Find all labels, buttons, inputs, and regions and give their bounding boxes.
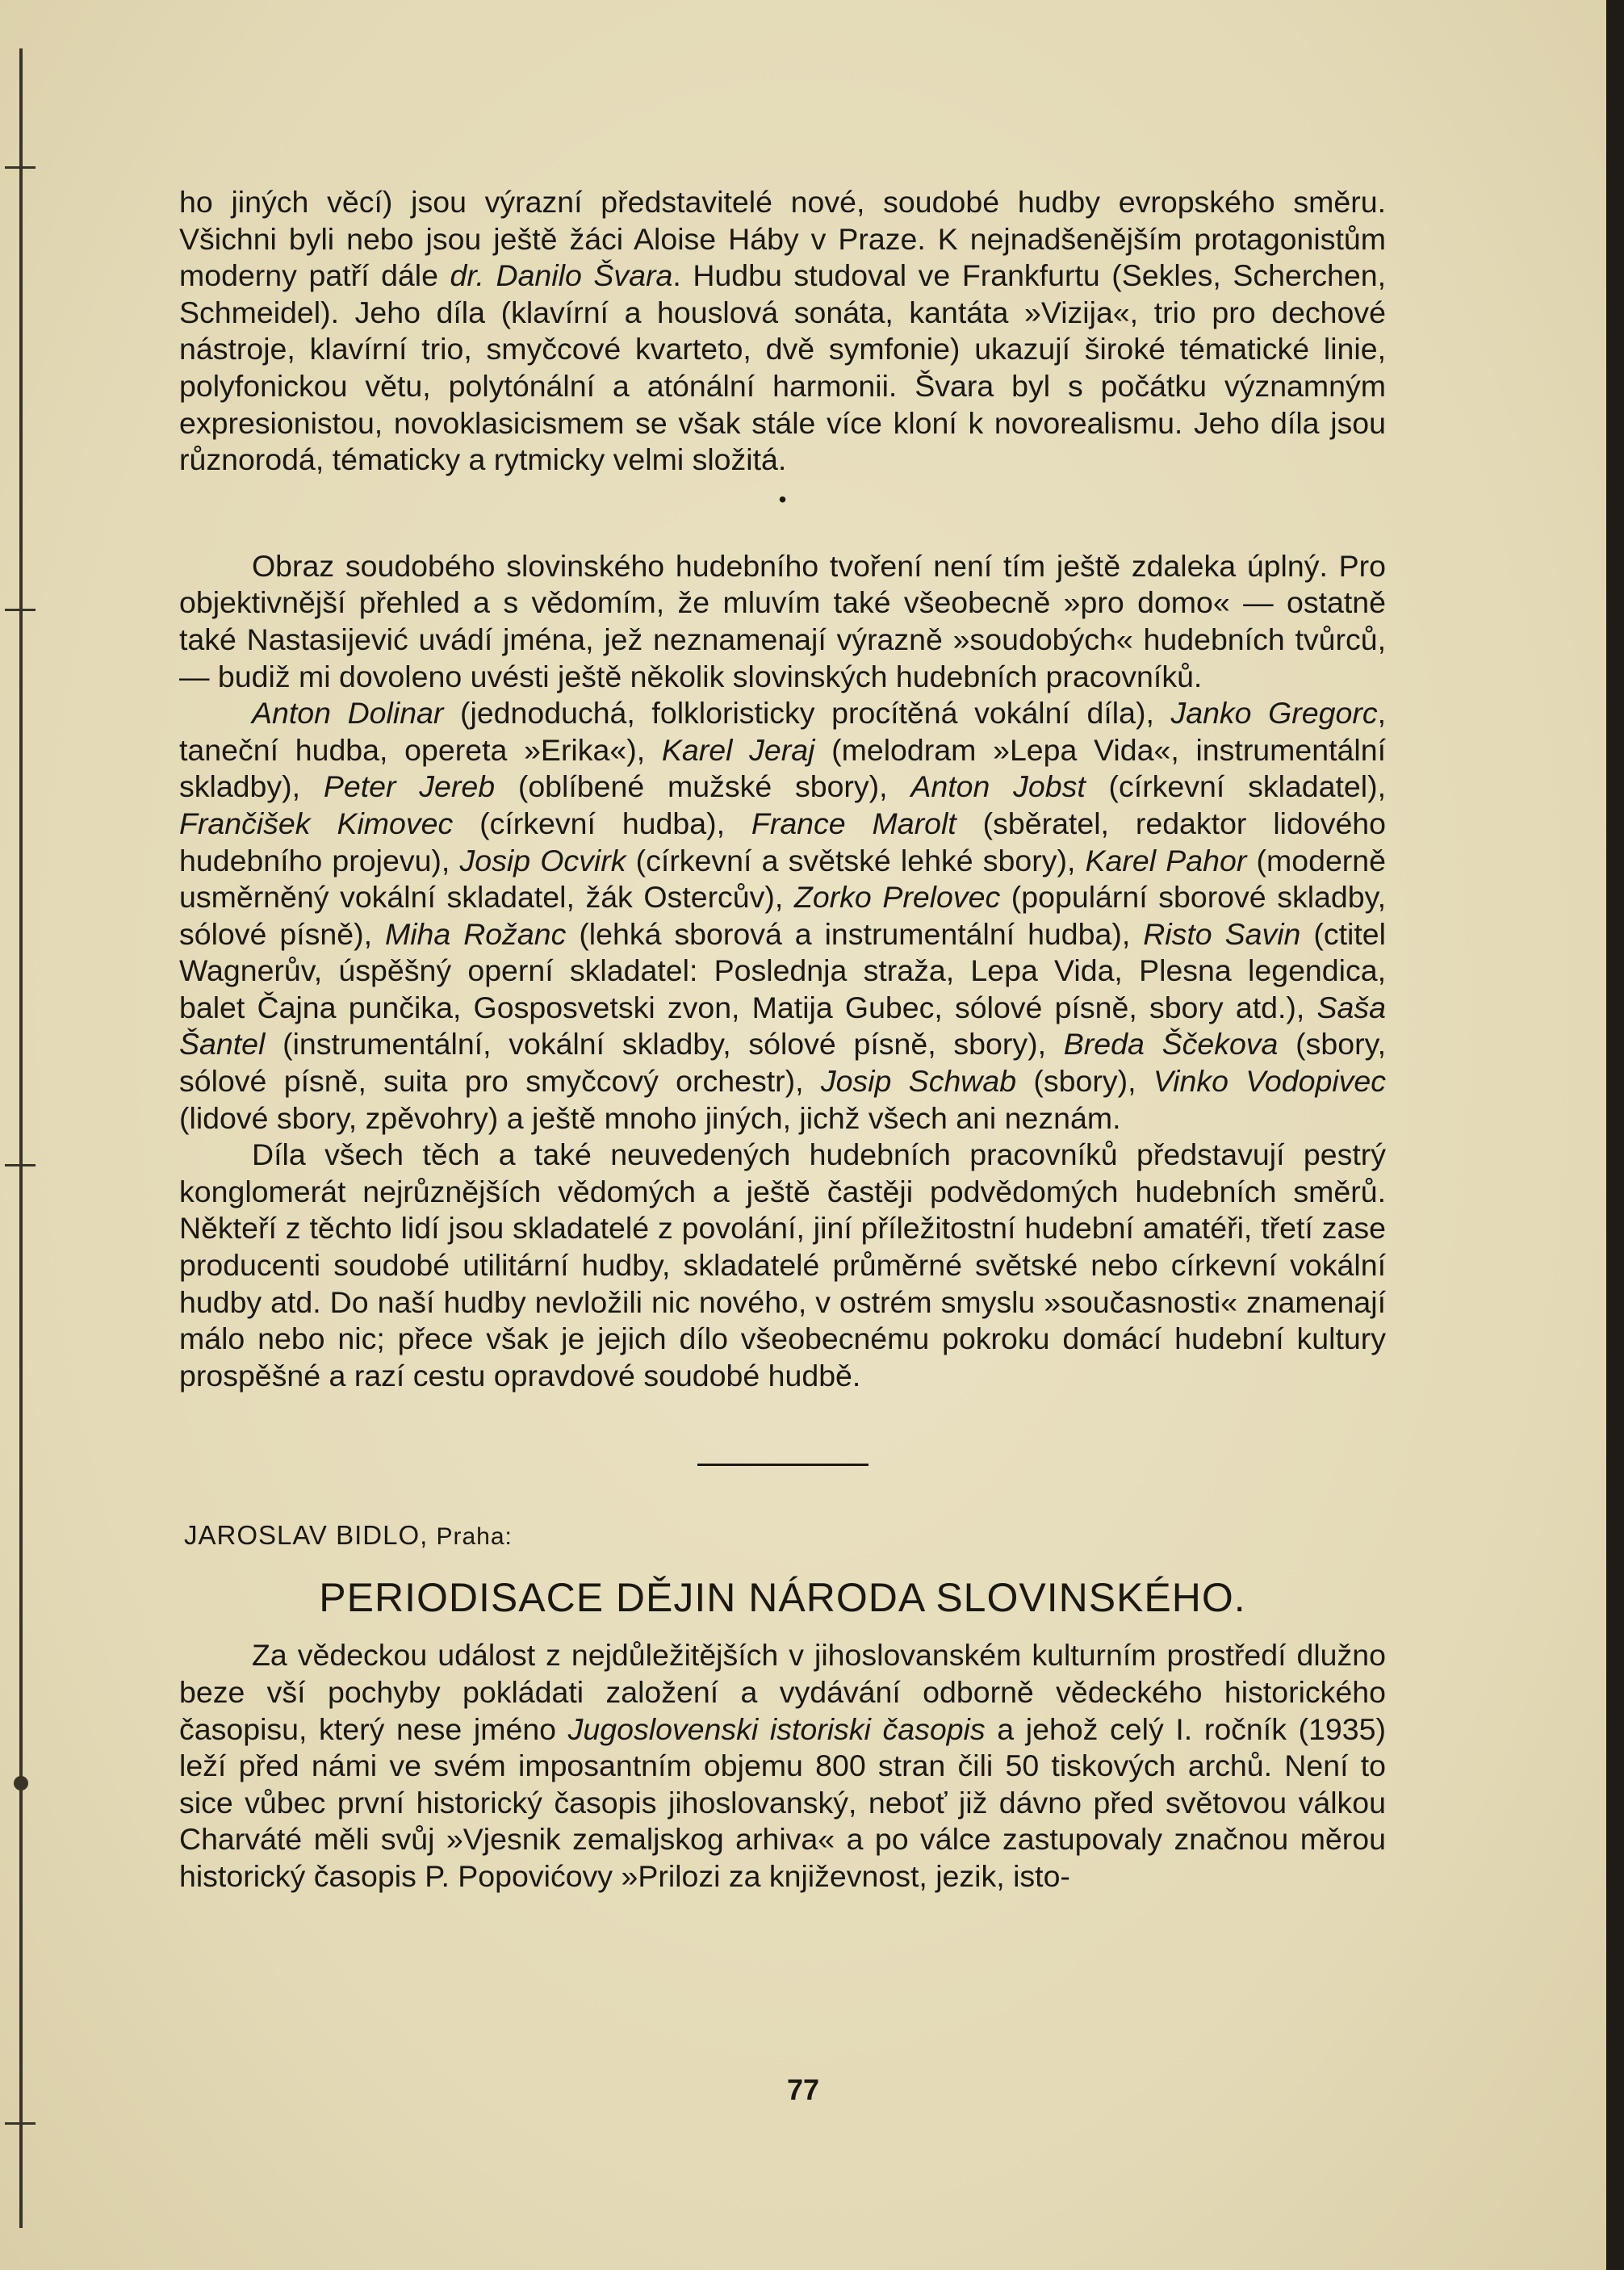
composer-name: Josip Ocvirk (459, 843, 626, 877)
article-author: JAROSLAV BIDLO, Praha: (184, 1520, 513, 1551)
page-body (179, 184, 1386, 1895)
person-name: dr. Danilo Švara (450, 258, 673, 293)
composer-name: Anton Dolinar (252, 696, 444, 731)
composer-description: (jednoduchá, folkloristicky procítěná vokální díla), (443, 696, 1171, 731)
composer-description: (církevní a světské lehké sbory), (626, 843, 1086, 877)
composer-list-paragraph (179, 695, 1386, 1137)
composer-name: Breda Ščekova (1063, 1027, 1279, 1062)
composer-name: Vinko Vodopivec (1153, 1064, 1387, 1099)
composer-description: (sbory, sólové písně, suita pro smyčcový orchestr), (179, 1027, 1386, 1099)
composer-name: Peter Jereb (323, 769, 496, 804)
composer-name: Frančišek Kimovec (179, 806, 454, 840)
composer-name: Josip Schwab (820, 1064, 1017, 1099)
composer-description: (lidové sbory, zpěvohry) a ještě mnoho jiných, jichž všech ani neznám. (179, 1100, 1121, 1135)
composer-description: (moderně usměrněný vokální skladatel, žák Ostercův), (179, 843, 1387, 915)
composer-description: (církevní hudba), (453, 806, 751, 840)
composer-description: (církevní skladatel), (1085, 769, 1387, 804)
article-title: PERIODISACE DĚJIN NÁRODA SLOVINSKÉHO. (319, 1575, 1246, 1621)
binding-mark (14, 1776, 28, 1790)
composer-name: Saša Šantel (179, 990, 1386, 1062)
binding-mark (5, 609, 36, 611)
composer-description: , taneční hudba, opereta »Erika«), (179, 696, 1387, 767)
composer-name: Risto Savin (1143, 916, 1301, 951)
article-separator (697, 1464, 869, 1466)
composer-name: Zorko Prelovec (793, 880, 1001, 915)
composer-description: (melodram »Lepa Vida«, instrumentální skladby), (179, 732, 1386, 804)
paragraph: Díla všech těch a také neuvedených hudebních pracovníků představují pestrý konglomerát nejrůznějších vědomých a ještě častěji podvědomých hudebních směrů. Někteří z těchto lidí jsou skladatelé z povolání, jiní příležitostní hudební amatéři, třetí zase producenti soudobé utilitární hudby, skladatelé průměrné světské nebo církevní vokální hudby atd. Do naší hudby nevložili nic nového, v ostrém smyslu »současnosti« znamenají málo nebo nic; přece však je jejich dílo všeobecnému pokroku domácí hudební kultury prospěšné a razí cestu opravdové soudobé hudbě. (179, 1137, 1386, 1393)
composer-description: (lehká sborová a instrumentální hudba), (566, 916, 1144, 951)
composer-name: Anton Jobst (910, 769, 1086, 804)
composer-description: (populární sborové skladby, sólové písně), (179, 880, 1386, 951)
composer-description: (instrumentální, vokální skladby, sólové písně, sbory), (265, 1027, 1064, 1062)
binding-mark (5, 166, 36, 169)
binding-mark (5, 1164, 36, 1166)
composer-name: Janko Gregorc (1170, 696, 1378, 731)
composer-name: France Marolt (751, 806, 956, 840)
section-divider: • (778, 486, 787, 512)
composer-description: (oblíbené mužské sbory), (495, 769, 911, 804)
paragraph: Obraz soudobého slovinského hudebního tvoření není tím ještě zdaleka úplný. Pro objektivnější přehled a s vědomím, že mluvím také všeobecně »pro domo« — ostatně také Nastasijević uvádí jména, jež neznamenají výrazně »soudobých« hudebních tvůrců, — budiž mi dovoleno uvésti ještě několik slovinských hudebních pracovníků. (179, 548, 1386, 693)
binding-mark (5, 2122, 36, 2125)
binding-edge (19, 48, 23, 2228)
paragraph: ho jiných věcí) jsou výrazní představitelé nové, soudobé hudby evropského směru. Všichni byli nebo jsou ještě žáci Aloise Háby v Praze. K nejnadšenějším protagonistům moderny patří dále dr. Danilo Švara. Hudbu studoval ve Frankfurtu (Sekles, Scherchen, Schmeidel). Jeho díla (klavírní a houslová sonáta, kantáta »Vizija«, trio pro dechové nástroje, klavírní trio, smyčcové kvarteto, dvě symfonie) ukazují široké tématické linie, polyfonickou větu, polytónální a atónální harmonii. Švara byl s počátku významným expresionistou, novoklasicismem se však stále více kloní k novorealismu. Jeho díla jsou různorodá, tématicky a rytmicky velmi složitá. (179, 185, 1387, 477)
journal-name: Jugoslovenski istoriski časopis (567, 1711, 986, 1746)
composer-name: Miha Rožanc (384, 916, 567, 951)
paragraph: Za vědeckou událost z nejdůležitějších v jihoslovanském kulturním prostředí dlužno beze vší pochyby pokládati založení a vydávání odborně vědeckého historického časopisu, který nese jméno Jugoslovenski istoriski časopis a jehož celý I. ročník (1935) leží před námi ve svém imposantním objemu 800 stran čili 50 tiskových archů. Není to sice vůbec první historický časopis jihoslovanský, neboť již dávno před světovou válkou Charváté měli svůj »Vjesnik zemaljskog arhiva« a po válce zastupovaly značnou měrou historický časopis P. Popovićovy »Prilozi za književnost, jezik, isto- (179, 1638, 1386, 1893)
author-city: Praha: (436, 1523, 513, 1551)
composer-description: (sbory), (1016, 1064, 1153, 1099)
page-number: 77 (786, 2073, 820, 2106)
composer-description: (sběratel, redaktor lidového hudebního projevu), (179, 806, 1387, 877)
composer-description: (ctitel Wagnerův, úspěšný operní skladatel: Poslednja straža, Lepa Vida, Plesna legendica, balet Čajna punčika, Gosposvetski zvon, Matija Gubec, sólové písně, sbory atd.), (179, 916, 1386, 1024)
composer-name: Karel Jeraj (661, 732, 815, 767)
composer-name: Karel Pahor (1085, 843, 1247, 877)
